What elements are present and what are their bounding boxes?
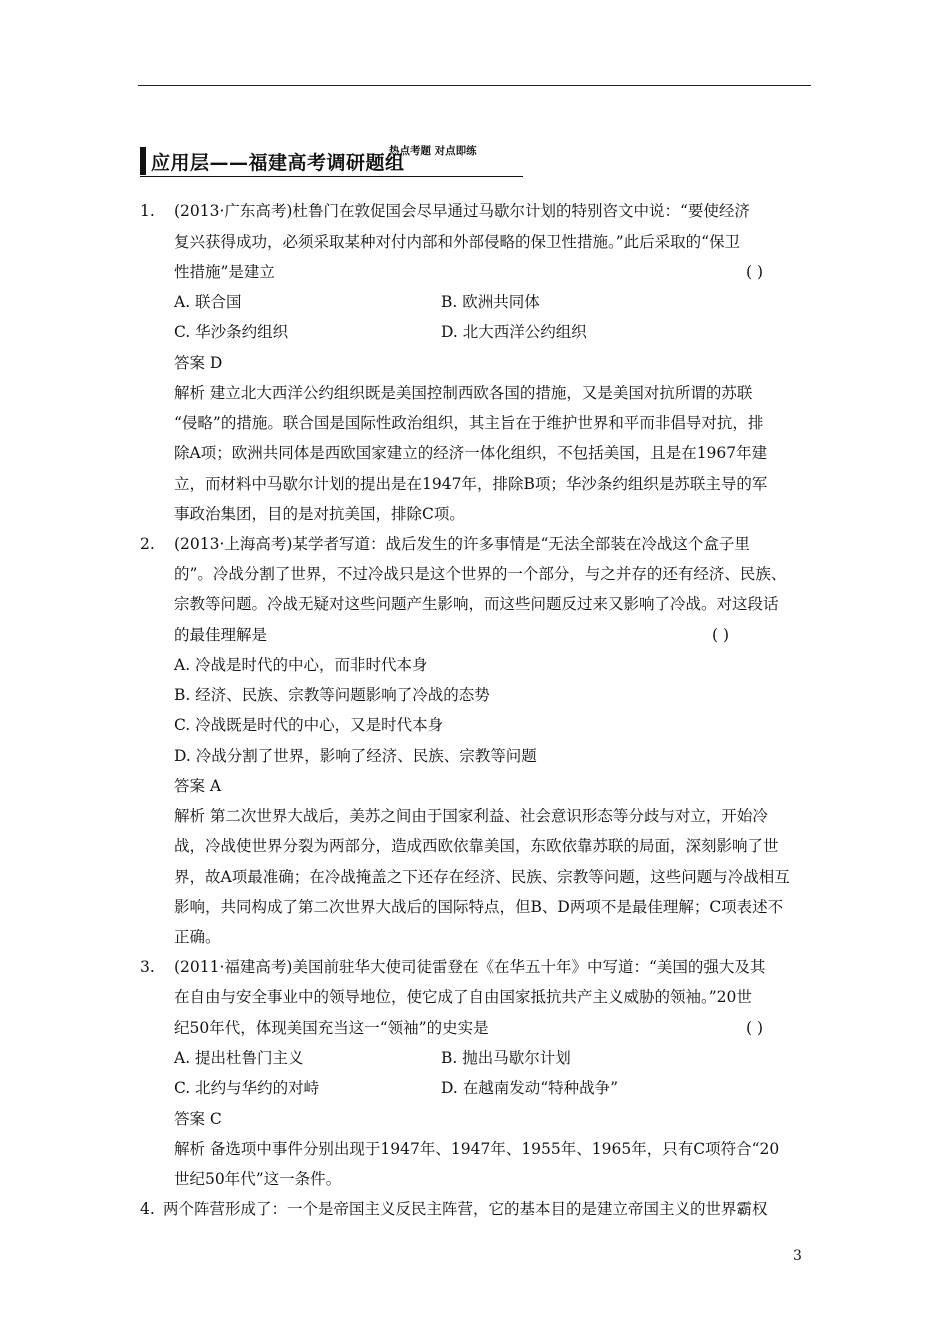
section-bar [140, 147, 146, 175]
question-number: 3. [140, 958, 155, 976]
section-subtitle: 热点考题 对点即练 [389, 145, 477, 157]
option-c: C. 华沙条约组织 [174, 323, 289, 341]
analysis-line: 除A项；欧洲共同体是西欧国家建立的经济一体化组织，不包括美国，且是在1967年建 [174, 444, 768, 462]
option-d: D. 北大西洋公约组织 [441, 323, 587, 341]
option-a: A. 提出杜鲁门主义 [174, 1049, 304, 1067]
question-stem-line: 在自由与安全事业中的领导地位，使它成了自由国家抵抗共产主义威胁的领袖。”20世 [174, 988, 752, 1006]
answer-paren: ( ) [746, 1019, 764, 1037]
answer-line: 答案 A [174, 777, 222, 795]
question-stem-line: 复兴获得成功，必须采取某种对付内部和外部侵略的保卫性措施。”此后采取的“保卫 [174, 233, 741, 251]
option-b: B. 经济、民族、宗教等问题影响了冷战的态势 [174, 686, 490, 704]
question-stem-line: 性措施”是建立 [174, 263, 275, 281]
question-stem-line: (2013·上海高考)某学者写道：战后发生的许多事情是“无法全部装在冷战这个盒子里 [174, 535, 750, 553]
question-stem-line: 纪50年代，体现美国充当这一“领袖”的史实是 [174, 1019, 489, 1037]
analysis-line: 界，故A项最准确；在冷战掩盖之下还存在经济、民族、宗教等问题，这些问题与冷战相互 [174, 868, 790, 886]
analysis-line: 战，冷战使世界分裂为两部分，造成西欧依靠美国，东欧依靠苏联的局面，深刻影响了世 [174, 837, 779, 855]
analysis-line: 影响，共同构成了第二次世界大战后的国际特点，但B、D两项不是最佳理解；C项表述不 [174, 898, 784, 916]
option-b: B. 欧洲共同体 [441, 293, 540, 311]
question-stem-line: 宗教等问题。冷战无疑对这些问题产生影响，而这些问题反过来又影响了冷战。对这段话 [174, 595, 779, 613]
option-b: B. 抛出马歇尔计划 [441, 1049, 571, 1067]
option-d: D. 冷战分割了世界，影响了经济、民族、宗教等问题 [174, 747, 537, 765]
option-c: C. 冷战既是时代的中心，又是时代本身 [174, 716, 444, 734]
answer-line: 答案 D [174, 354, 223, 372]
analysis-line: 正确。 [174, 928, 221, 946]
question-stem-line: 的”。冷战分割了世界，不过冷战只是这个世界的一个部分，与之并存的还有经济、民族、 [174, 565, 787, 583]
question-number: 2. [140, 535, 155, 553]
question-number: 4. [140, 1200, 155, 1218]
answer-line: 答案 C [174, 1110, 222, 1128]
question-stem-line: 的最佳理解是 [174, 626, 268, 644]
section-title: 应用层——福建高考调研题组 [151, 152, 405, 174]
question-stem-line: 两个阵营形成了：一个是帝国主义反民主阵营，它的基本目的是建立帝国主义的世界霸权 [163, 1200, 768, 1218]
analysis-line: 解析 第二次世界大战后，美苏之间由于国家利益、社会意识形态等分歧与对立，开始冷 [174, 807, 768, 825]
option-a: A. 联合国 [174, 293, 242, 311]
question-stem-line: (2011·福建高考)美国前驻华大使司徒雷登在《在华五十年》中写道：“美国的强大及其 [174, 958, 766, 976]
analysis-line: 解析 备选项中事件分别出现于1947年、1947年、1955年、1965年，只有C项符合“20 [174, 1140, 780, 1158]
answer-paren: ( ) [712, 626, 730, 644]
answer-paren: ( ) [746, 263, 764, 281]
page-number: 3 [793, 1248, 802, 1264]
analysis-line: 立，而材料中马歇尔计划的提出是在1947年，排除B项；华沙条约组织是苏联主导的军 [174, 475, 768, 493]
option-c: C. 北约与华约的对峙 [174, 1079, 320, 1097]
analysis-line: “侵略”的措施。联合国是国际性政治组织，其主旨在于维护世界和平而非倡导对抗，排 [174, 414, 764, 432]
question-stem-line: (2013·广东高考)杜鲁门在敦促国会尽早通过马歇尔计划的特别咨文中说：“要使经济 [174, 202, 750, 220]
analysis-line: 事政治集团，目的是对抗美国，排除C项。 [174, 505, 465, 523]
analysis-line: 解析 建立北大西洋公约组织既是美国控制西欧各国的措施，又是美国对抗所谓的苏联 [174, 384, 753, 402]
option-d: D. 在越南发动“特种战争” [441, 1079, 619, 1097]
option-a: A. 冷战是时代的中心，而非时代本身 [174, 656, 428, 674]
question-number: 1. [140, 202, 155, 220]
analysis-line: 世纪50年代”这一条件。 [174, 1170, 342, 1188]
top-rule [138, 85, 811, 86]
section-underline [140, 176, 523, 177]
